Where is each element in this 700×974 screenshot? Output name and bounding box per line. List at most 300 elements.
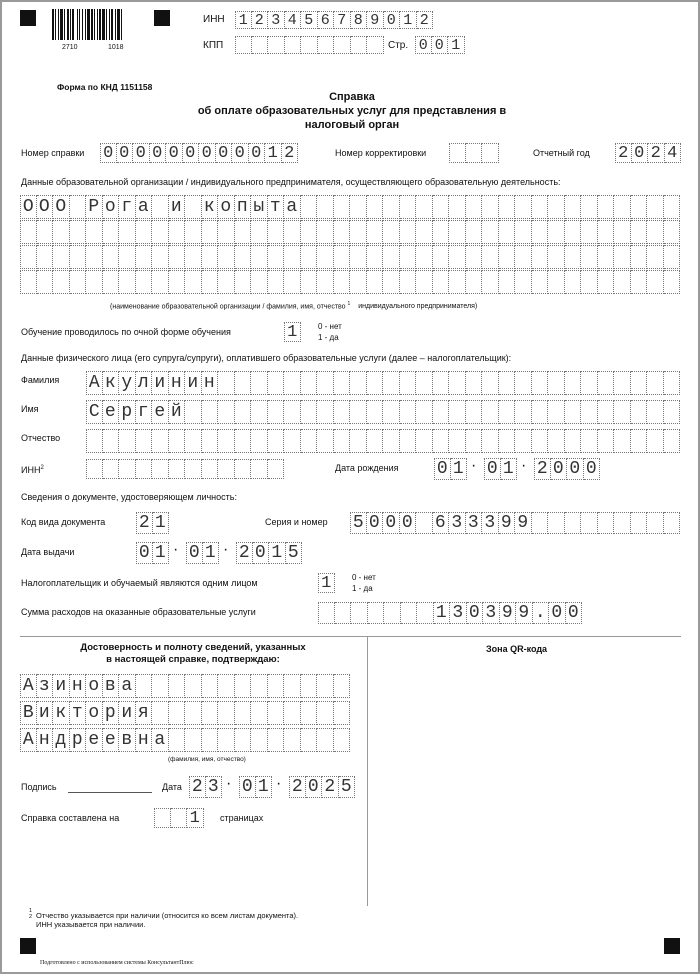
letter-cell xyxy=(416,195,433,219)
letter-cell xyxy=(20,245,37,269)
letter-cell: а xyxy=(119,674,136,698)
org-name-row-1[interactable] xyxy=(20,195,680,219)
letter-cell: 0 xyxy=(367,512,384,534)
letter-cell xyxy=(581,400,598,424)
letter-cell xyxy=(218,400,235,424)
letter-cell xyxy=(581,429,598,453)
letter-cell: т xyxy=(268,195,285,219)
footer-note: Подготовлено с использованием системы КонсультантПлюс xyxy=(40,960,194,966)
letter-cell xyxy=(334,674,351,698)
letter-cell xyxy=(235,429,252,453)
pages-suffix: страницах xyxy=(220,813,264,823)
letter-cell xyxy=(515,270,532,294)
correction-number-cells[interactable] xyxy=(449,143,499,163)
letter-cell xyxy=(103,245,120,269)
letter-cell xyxy=(581,371,598,395)
letter-cell: и xyxy=(169,195,186,219)
letter-cell xyxy=(499,429,516,453)
payer-inn-cells[interactable] xyxy=(86,459,284,479)
letter-cell xyxy=(285,36,302,54)
letter-cell xyxy=(86,220,103,244)
letter-cell xyxy=(334,429,351,453)
letter-cell xyxy=(86,245,103,269)
letter-cell xyxy=(614,512,631,534)
surname-cells[interactable] xyxy=(86,371,680,395)
letter-cell xyxy=(334,270,351,294)
letter-cell: 0 xyxy=(549,602,566,624)
letter-cell: 1 xyxy=(235,11,252,29)
letter-cell xyxy=(367,371,384,395)
form-title xyxy=(162,90,542,132)
letter-cell xyxy=(251,459,268,479)
letter-cell xyxy=(70,270,87,294)
letter-cell xyxy=(317,371,334,395)
letter-cell xyxy=(515,371,532,395)
letter-cell xyxy=(565,195,582,219)
document-section-label: Сведения о документе, удостоверяющем личность: xyxy=(21,492,237,502)
letter-cell xyxy=(482,220,499,244)
letter-cell xyxy=(152,429,169,453)
letter-cell xyxy=(515,245,532,269)
letter-cell xyxy=(647,512,664,534)
letter-cell xyxy=(268,429,285,453)
letter-cell xyxy=(532,429,549,453)
letter-cell xyxy=(218,429,235,453)
letter-cell: 1 xyxy=(451,458,468,480)
letter-cell xyxy=(614,245,631,269)
letter-cell xyxy=(119,429,136,453)
letter-cell xyxy=(631,220,648,244)
letter-cell: т xyxy=(70,701,87,725)
letter-cell: 0 xyxy=(133,143,150,163)
letter-cell xyxy=(433,245,450,269)
org-name-row-4[interactable] xyxy=(20,270,680,294)
letter-cell xyxy=(152,459,169,479)
letter-cell: 1 xyxy=(187,808,204,828)
letter-cell xyxy=(235,270,252,294)
letter-cell: 2 xyxy=(417,11,434,29)
date-separator: · xyxy=(173,541,179,558)
letter-cell xyxy=(301,429,318,453)
letter-cell xyxy=(449,371,466,395)
sign-day-cells[interactable] xyxy=(189,776,222,798)
org-name-row-2[interactable] xyxy=(20,220,680,244)
footnote-marker-2: 2 xyxy=(29,914,33,920)
letter-cell xyxy=(202,400,219,424)
letter-cell xyxy=(400,371,417,395)
letter-cell xyxy=(565,245,582,269)
letter-cell xyxy=(268,371,285,395)
letter-cell xyxy=(235,459,252,479)
letter-cell xyxy=(548,512,565,534)
letter-cell xyxy=(37,245,54,269)
patronymic-label: Отчество xyxy=(21,433,61,443)
letter-cell xyxy=(284,701,301,725)
letter-cell xyxy=(86,429,103,453)
letter-cell: 2 xyxy=(615,143,632,163)
letter-cell xyxy=(136,459,153,479)
letter-cell xyxy=(614,400,631,424)
letter-cell xyxy=(301,270,318,294)
letter-cell xyxy=(152,245,169,269)
letter-cell xyxy=(218,674,235,698)
letter-cell xyxy=(565,512,582,534)
letter-cell xyxy=(449,195,466,219)
letter-cell: 0 xyxy=(239,776,256,798)
study-form-cell[interactable] xyxy=(284,322,301,342)
letter-cell xyxy=(202,220,219,244)
letter-cell: а xyxy=(152,728,169,752)
page-number-cells[interactable] xyxy=(415,36,465,54)
issue-year-cells[interactable] xyxy=(236,542,302,564)
letter-cell: 0 xyxy=(467,602,484,624)
letter-cell: в xyxy=(119,728,136,752)
letter-cell xyxy=(367,245,384,269)
letter-cell xyxy=(136,245,153,269)
letter-cell: а xyxy=(136,195,153,219)
letter-cell xyxy=(53,245,70,269)
letter-cell xyxy=(482,195,499,219)
letter-cell xyxy=(317,270,334,294)
barcode-number-left: 2710 xyxy=(62,44,78,51)
pages-count-cells[interactable] xyxy=(154,808,204,828)
letter-cell xyxy=(433,220,450,244)
letter-cell: 0 xyxy=(136,542,153,564)
letter-cell: 1 xyxy=(265,143,282,163)
letter-cell xyxy=(317,400,334,424)
letter-cell xyxy=(350,429,367,453)
letter-cell xyxy=(367,220,384,244)
letter-cell xyxy=(598,512,615,534)
letter-cell: 5 xyxy=(286,542,303,564)
letter-cell xyxy=(581,195,598,219)
certificate-number-label: Номер справки xyxy=(21,148,85,158)
section-divider xyxy=(20,636,681,637)
letter-cell xyxy=(598,371,615,395)
letter-cell xyxy=(367,400,384,424)
expense-sum-label: Сумма расходов на оказанные образовательные услуги xyxy=(21,607,256,617)
signer-surname-cells[interactable] xyxy=(20,674,350,698)
letter-cell xyxy=(565,429,582,453)
letter-cell xyxy=(565,400,582,424)
letter-cell: А xyxy=(20,674,37,698)
letter-cell xyxy=(70,220,87,244)
letter-cell: О xyxy=(53,195,70,219)
letter-cell xyxy=(334,400,351,424)
letter-cell xyxy=(218,371,235,395)
letter-cell: о xyxy=(103,195,120,219)
letter-cell xyxy=(334,220,351,244)
org-name-row-3[interactable] xyxy=(20,245,680,269)
letter-cell xyxy=(317,701,334,725)
letter-cell xyxy=(169,459,186,479)
letter-cell: 2 xyxy=(236,542,253,564)
letter-cell: к xyxy=(202,195,219,219)
date-separator: · xyxy=(471,457,477,474)
letter-cell xyxy=(317,195,334,219)
letter-cell xyxy=(334,245,351,269)
same-opt-no: 0 - нет xyxy=(352,573,376,582)
letter-cell: 9 xyxy=(500,602,517,624)
letter-cell xyxy=(154,808,171,828)
letter-cell: 0 xyxy=(415,36,432,54)
letter-cell xyxy=(185,270,202,294)
letter-cell xyxy=(268,728,285,752)
letter-cell xyxy=(169,270,186,294)
letter-cell xyxy=(136,270,153,294)
letter-cell xyxy=(185,728,202,752)
letter-cell xyxy=(284,728,301,752)
letter-cell xyxy=(449,245,466,269)
letter-cell: 1 xyxy=(501,458,518,480)
letter-cell xyxy=(268,245,285,269)
same-person-cell[interactable] xyxy=(318,573,335,593)
letter-cell: . xyxy=(533,602,550,624)
org-name-caption: (наименование образовательной организации / фамилия, имя, отчество $^1$ индивидуального предпринимателя) xyxy=(110,301,478,311)
letter-cell: 0 xyxy=(306,776,323,798)
document-series-cells[interactable] xyxy=(350,512,680,534)
form-title-line2: об оплате образовательных услуг для представления в xyxy=(197,105,507,117)
letter-cell xyxy=(548,220,565,244)
letter-cell: р xyxy=(103,701,120,725)
corner-marker-top-left xyxy=(20,10,36,26)
letter-cell xyxy=(218,459,235,479)
letter-cell xyxy=(515,220,532,244)
letter-cell: 3 xyxy=(449,512,466,534)
letter-cell xyxy=(202,701,219,725)
letter-cell xyxy=(614,429,631,453)
letter-cell xyxy=(301,674,318,698)
letter-cell: 3 xyxy=(466,512,483,534)
letter-cell xyxy=(171,808,188,828)
name-label: Имя xyxy=(21,404,39,414)
signer-name-cells[interactable] xyxy=(20,701,350,725)
report-year-cells[interactable] xyxy=(615,143,681,163)
letter-cell xyxy=(284,429,301,453)
letter-cell: 1 xyxy=(448,36,465,54)
letter-cell xyxy=(383,400,400,424)
letter-cell xyxy=(317,220,334,244)
name-cells[interactable] xyxy=(86,400,680,424)
letter-cell xyxy=(152,220,169,244)
letter-cell xyxy=(152,674,169,698)
letter-cell xyxy=(433,270,450,294)
letter-cell xyxy=(400,400,417,424)
certificate-number-cells[interactable] xyxy=(100,143,298,163)
letter-cell xyxy=(581,270,598,294)
org-section-label: Данные образовательной организации / индивидуального предпринимателя, осуществляющего образовательную деятельность: xyxy=(21,177,561,187)
letter-cell: 1 xyxy=(203,542,220,564)
letter-cell xyxy=(218,728,235,752)
letter-cell: 2 xyxy=(648,143,665,163)
letter-cell xyxy=(350,371,367,395)
letter-cell: 1 xyxy=(284,322,301,342)
patronymic-cells[interactable] xyxy=(86,429,680,453)
signer-caption: (фамилия, имя, отчество) xyxy=(168,756,246,763)
letter-cell xyxy=(334,728,351,752)
letter-cell: 0 xyxy=(249,143,266,163)
letter-cell: 2 xyxy=(534,458,551,480)
letter-cell xyxy=(301,220,318,244)
letter-cell xyxy=(515,195,532,219)
birth-year-cells[interactable] xyxy=(534,458,600,480)
letter-cell: н xyxy=(202,371,219,395)
letter-cell xyxy=(449,143,466,163)
letter-cell xyxy=(532,512,549,534)
letter-cell xyxy=(218,701,235,725)
letter-cell xyxy=(532,245,549,269)
document-code-cells[interactable] xyxy=(136,512,169,534)
letter-cell xyxy=(53,220,70,244)
letter-cell xyxy=(631,429,648,453)
corner-marker-bottom-right xyxy=(664,938,680,954)
letter-cell xyxy=(185,429,202,453)
letter-cell xyxy=(119,459,136,479)
letter-cell xyxy=(367,270,384,294)
letter-cell xyxy=(664,220,681,244)
letter-cell xyxy=(499,270,516,294)
letter-cell xyxy=(119,245,136,269)
letter-cell xyxy=(548,371,565,395)
letter-cell xyxy=(53,270,70,294)
letter-cell xyxy=(119,220,136,244)
letter-cell: 2 xyxy=(322,776,339,798)
footnote-ref-1: 1 xyxy=(347,301,351,307)
study-opt-yes: 1 - да xyxy=(318,333,339,342)
letter-cell: 4 xyxy=(665,143,682,163)
letter-cell xyxy=(416,270,433,294)
signature-label: Подпись xyxy=(21,782,57,792)
letter-cell xyxy=(317,245,334,269)
letter-cell xyxy=(335,602,352,624)
letter-cell xyxy=(532,400,549,424)
corner-marker-top-right xyxy=(154,10,170,26)
letter-cell xyxy=(598,429,615,453)
letter-cell xyxy=(482,143,499,163)
letter-cell xyxy=(251,400,268,424)
letter-cell: 1 xyxy=(153,512,170,534)
letter-cell: 2 xyxy=(136,512,153,534)
letter-cell xyxy=(383,220,400,244)
letter-cell xyxy=(334,371,351,395)
letter-cell xyxy=(664,429,681,453)
letter-cell xyxy=(482,429,499,453)
letter-cell xyxy=(70,195,87,219)
letter-cell: н xyxy=(136,728,153,752)
issue-day-cells[interactable] xyxy=(136,542,169,564)
letter-cell: 6 xyxy=(433,512,450,534)
date-separator: · xyxy=(226,775,232,792)
form-title-line1: Справка xyxy=(329,91,375,103)
letter-cell xyxy=(350,245,367,269)
letter-cell: 0 xyxy=(232,143,249,163)
issue-date-label: Дата выдачи xyxy=(21,547,75,557)
letter-cell: 0 xyxy=(551,458,568,480)
letter-cell xyxy=(218,245,235,269)
letter-cell xyxy=(317,674,334,698)
letter-cell xyxy=(368,602,385,624)
letter-cell xyxy=(251,429,268,453)
letter-cell xyxy=(351,36,368,54)
letter-cell xyxy=(515,429,532,453)
letter-cell: я xyxy=(136,701,153,725)
letter-cell xyxy=(136,429,153,453)
letter-cell xyxy=(86,270,103,294)
kpp-cells[interactable] xyxy=(235,36,384,54)
letter-cell xyxy=(614,371,631,395)
letter-cell xyxy=(251,220,268,244)
letter-cell: е xyxy=(152,400,169,424)
letter-cell: 1 xyxy=(318,573,335,593)
letter-cell xyxy=(482,245,499,269)
letter-cell: 0 xyxy=(199,143,216,163)
letter-cell xyxy=(284,270,301,294)
letter-cell xyxy=(532,220,549,244)
letter-cell: о xyxy=(218,195,235,219)
letter-cell xyxy=(251,701,268,725)
inn-cells[interactable] xyxy=(235,11,433,29)
signer-patronymic-cells[interactable] xyxy=(20,728,350,752)
letter-cell xyxy=(384,602,401,624)
letter-cell xyxy=(664,195,681,219)
letter-cell xyxy=(284,220,301,244)
letter-cell xyxy=(647,400,664,424)
birth-date-label: Дата рождения xyxy=(335,463,399,473)
footnote-1: Отчество указывается при наличии (относится ко всем листам документа). xyxy=(36,911,299,920)
issue-month-cells[interactable] xyxy=(186,542,219,564)
letter-cell xyxy=(499,400,516,424)
letter-cell: р xyxy=(119,400,136,424)
letter-cell: 3 xyxy=(483,602,500,624)
footnote-marker-1: 1 xyxy=(29,908,33,914)
letter-cell: 5 xyxy=(350,512,367,534)
letter-cell: у xyxy=(119,371,136,395)
birth-month-cells[interactable] xyxy=(484,458,517,480)
letter-cell xyxy=(532,270,549,294)
letter-cell xyxy=(70,245,87,269)
letter-cell xyxy=(482,371,499,395)
letter-cell xyxy=(614,270,631,294)
signature-line[interactable] xyxy=(68,792,152,793)
letter-cell: 0 xyxy=(150,143,167,163)
letter-cell xyxy=(235,36,252,54)
letter-cell: 1 xyxy=(400,11,417,29)
letter-cell xyxy=(37,270,54,294)
letter-cell xyxy=(218,270,235,294)
letter-cell xyxy=(416,400,433,424)
expense-sum-cells[interactable] xyxy=(318,602,582,624)
letter-cell xyxy=(152,270,169,294)
birth-day-cells[interactable] xyxy=(434,458,467,480)
sign-year-cells[interactable] xyxy=(289,776,355,798)
letter-cell: 2 xyxy=(252,11,269,29)
letter-cell xyxy=(482,400,499,424)
barcode-number-right: 1018 xyxy=(108,44,124,51)
letter-cell xyxy=(169,674,186,698)
study-form-label: Обучение проводилось по очной форме обучения xyxy=(21,327,231,337)
letter-cell: й xyxy=(169,400,186,424)
letter-cell xyxy=(466,220,483,244)
letter-cell xyxy=(103,270,120,294)
sign-month-cells[interactable] xyxy=(239,776,272,798)
letter-cell xyxy=(433,371,450,395)
letter-cell xyxy=(317,429,334,453)
letter-cell: 5 xyxy=(301,11,318,29)
date-separator: · xyxy=(521,457,527,474)
letter-cell xyxy=(103,429,120,453)
letter-cell xyxy=(367,429,384,453)
letter-cell xyxy=(581,512,598,534)
